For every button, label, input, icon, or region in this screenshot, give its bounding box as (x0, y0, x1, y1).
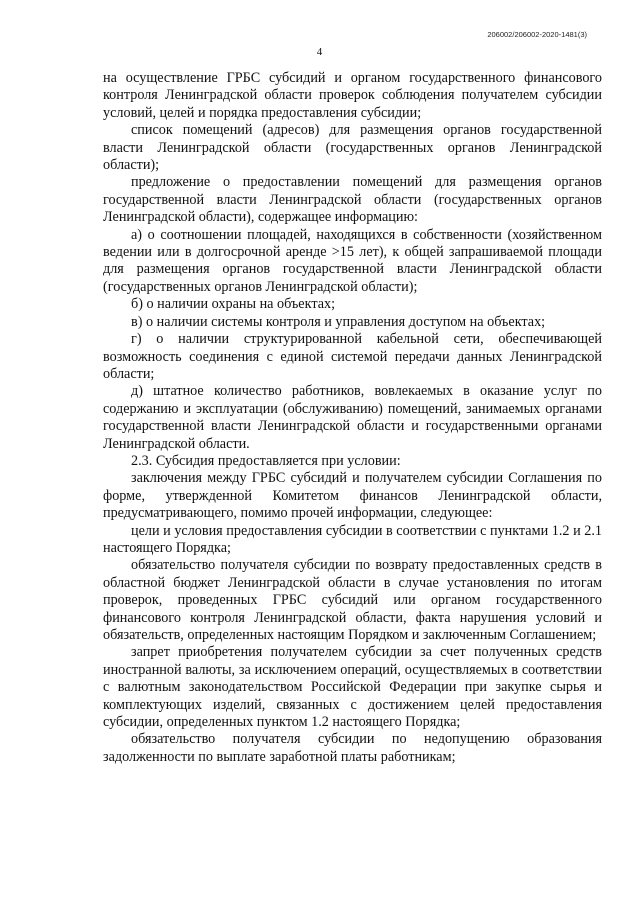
paragraph: б) о наличии охраны на объектах; (131, 296, 336, 313)
paragraph: на осуществление ГРБС субсидий и органом государственного финансового контроля Ленинградской области проверок соблюдения получателем субсидии условий, целей и порядка предоставления субсидии; (103, 70, 602, 121)
section-heading: 2.3. Субсидия предоставляется при условии: (131, 452, 401, 469)
paragraph: г) о наличии структурированной кабельной сети, обеспечивающей возможность соединения с единой системой передачи данных Ленинградской области; (103, 331, 602, 382)
document-body (103, 70, 602, 766)
paragraph: а) о соотношении площадей, находящихся в собственности (хозяйственном ведении или в долгосрочной аренде >15 лет), к общей запрашиваемой площади для размещения органов государственной власти Ленинградской области (государственных органов Ленинградской области); (103, 226, 602, 295)
paragraph: обязательство получателя субсидии по возврату предоставленных средств в областной бюджет Ленинградской области в случае установления по итогам проверок, проведенных ГРБС субсидий или органом государственного финансового контроля Ленинградской области, факта нарушения условий и обязательств, определенных настоящим Порядком и заключенным Соглашением; (103, 557, 602, 643)
paragraph: список помещений (адресов) для размещения органов государственной власти Ленинградской области (государственных органов Ленинградской области); (103, 122, 602, 174)
paragraph: цели и условия предоставления субсидии в соответствии с пунктами 1.2 и 2.1 настоящего Порядка; (103, 522, 602, 556)
paragraph: запрет приобретения получателем субсидии за счет полученных средств иностранной валюты, за исключением операций, осуществляемых в соответствии с валютным законодательством Российской Федерации при закупке сырья и комплектующих изделий, связанных с достижением целей предоставления субсидии, определенных пунктом 1.2 настоящего Порядка; (103, 644, 602, 731)
paragraph: д) штатное количество работников, вовлекаемых в оказание услуг по содержанию и эксплуатации (обслуживанию) помещений, занимаемых органами государственной власти Ленинградской области и государственными органами Ленинградской области. (103, 383, 602, 452)
paragraph: в) о наличии системы контроля и управления доступом на объектах; (131, 313, 546, 330)
paragraph: заключения между ГРБС субсидий и получателем субсидии Соглашения по форме, утвержденной Комитетом финансов Ленинградской области, предусматривающего, помимо прочей информации, следующее: (103, 470, 602, 522)
document-id: 206002/206002-2020-1481(3) (487, 30, 587, 39)
page-number: 4 (316, 46, 323, 58)
paragraph: обязательство получателя субсидии по недопущению образования задолженности по выплате заработной платы работникам; (103, 731, 602, 765)
paragraph: предложение о предоставлении помещений для размещения органов государственной власти Ленинградской области (государственных органов Ленинградской области), содержащее информацию: (103, 174, 602, 226)
